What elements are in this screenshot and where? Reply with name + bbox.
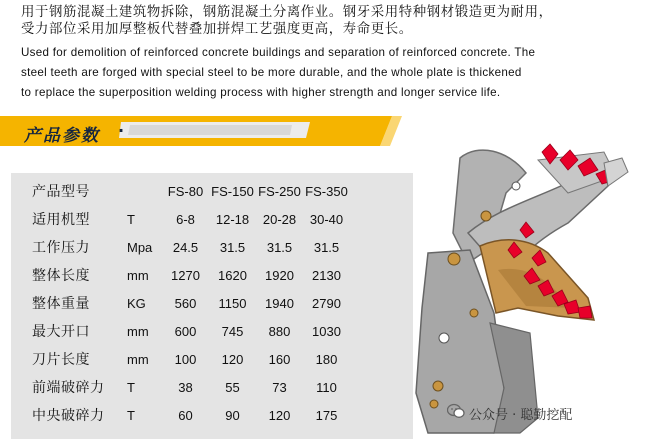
spec-value: 31.5	[313, 239, 340, 255]
spec-value: 600	[174, 323, 197, 339]
spec-value: 175	[315, 407, 338, 423]
spec-value: 24.5	[172, 239, 199, 255]
banner-dot: ·	[118, 121, 125, 140]
intro-en-line-1: Used for demolition of reinforced concrete buildings and separation of reinforced concrete. The	[21, 46, 536, 59]
intro-en-line-3: to replace the superposition welding process with higher strength and longer service life.	[21, 86, 501, 99]
spec-value: 100	[174, 351, 197, 367]
spec-label: 中央破碎力	[32, 408, 105, 424]
section-banner	[0, 113, 402, 151]
spec-value: 12-18	[215, 211, 250, 227]
spec-value: 1620	[218, 267, 247, 283]
spec-unit: KG	[127, 295, 146, 311]
spec-value: FS-80	[167, 183, 204, 199]
spec-value: 1920	[265, 267, 294, 283]
spec-value: 6-8	[176, 211, 195, 227]
spec-value: 110	[316, 379, 337, 395]
spec-label: 适用机型	[32, 212, 90, 228]
spec-value: 120	[268, 407, 291, 423]
spec-label: 刀片长度	[32, 352, 90, 368]
spec-label: 最大开口	[32, 324, 90, 340]
spec-row	[11, 401, 350, 429]
spec-value: 20-28	[262, 211, 297, 227]
spec-row	[11, 317, 350, 345]
concrete-crusher-illustration	[408, 138, 660, 438]
spec-value: 31.5	[219, 239, 246, 255]
spec-value: 180	[315, 351, 338, 367]
spec-row	[11, 233, 350, 261]
spec-label: 工作压力	[32, 240, 90, 256]
spec-value: 160	[268, 351, 291, 367]
spec-row	[11, 177, 350, 205]
spec-row	[11, 205, 350, 233]
spec-unit: mm	[127, 267, 149, 283]
spec-row	[11, 345, 350, 373]
spec-label: 产品型号	[32, 184, 90, 200]
spec-row	[11, 289, 350, 317]
spec-value: 745	[221, 323, 244, 339]
spec-row	[11, 261, 350, 289]
spec-unit: mm	[127, 351, 149, 367]
spec-value: 73	[272, 379, 287, 395]
spec-value: FS-150	[211, 183, 254, 199]
spec-value: FS-350	[305, 183, 348, 199]
watermark	[469, 404, 572, 423]
spec-value: 55	[225, 379, 240, 395]
spec-value: 31.5	[266, 239, 293, 255]
spec-label: 整体长度	[32, 268, 90, 284]
spec-table	[11, 177, 350, 429]
banner-title: 产品参数	[24, 126, 100, 146]
spec-value: 2790	[312, 295, 341, 311]
spec-unit: T	[127, 407, 135, 423]
spec-unit	[124, 177, 162, 205]
spec-value: 90	[225, 407, 240, 423]
spec-value: 38	[178, 379, 193, 395]
spec-label: 整体重量	[32, 296, 90, 312]
spec-value: 2130	[312, 267, 341, 283]
spec-unit: T	[127, 379, 135, 395]
spec-value: 30-40	[309, 211, 344, 227]
spec-value: 1030	[312, 323, 341, 339]
spec-label: 前端破碎力	[32, 380, 105, 396]
spec-unit: Mpa	[127, 239, 153, 255]
spec-value: 1150	[218, 295, 247, 311]
spec-value: FS-250	[258, 183, 301, 199]
spec-unit: T	[127, 211, 135, 227]
spec-value: 560	[174, 295, 197, 311]
spec-value: 1270	[171, 267, 200, 283]
spec-value: 60	[178, 407, 193, 423]
spec-value: 120	[221, 351, 244, 367]
spec-unit: mm	[127, 323, 149, 339]
spec-value: 880	[268, 323, 291, 339]
intro-en-line-2: steel teeth are forged with special steel to be more durable, and the whole plate is thickened	[21, 66, 522, 79]
intro-zh-line-1: 用于钢筋混凝土建筑物拆除，钢筋混凝土分离作业。钢牙采用特种钢材锻造更为耐用，	[21, 5, 553, 20]
wechat-icon	[447, 403, 465, 419]
intro-text	[21, 4, 661, 103]
watermark-text: 公众号 · 聪勤挖配	[469, 408, 573, 423]
spec-row	[11, 373, 350, 401]
spec-value: 1940	[265, 295, 294, 311]
intro-zh-line-2: 受力部位采用加厚整板代替叠加拼焊工艺强度更高，寿命更长。	[21, 22, 413, 37]
